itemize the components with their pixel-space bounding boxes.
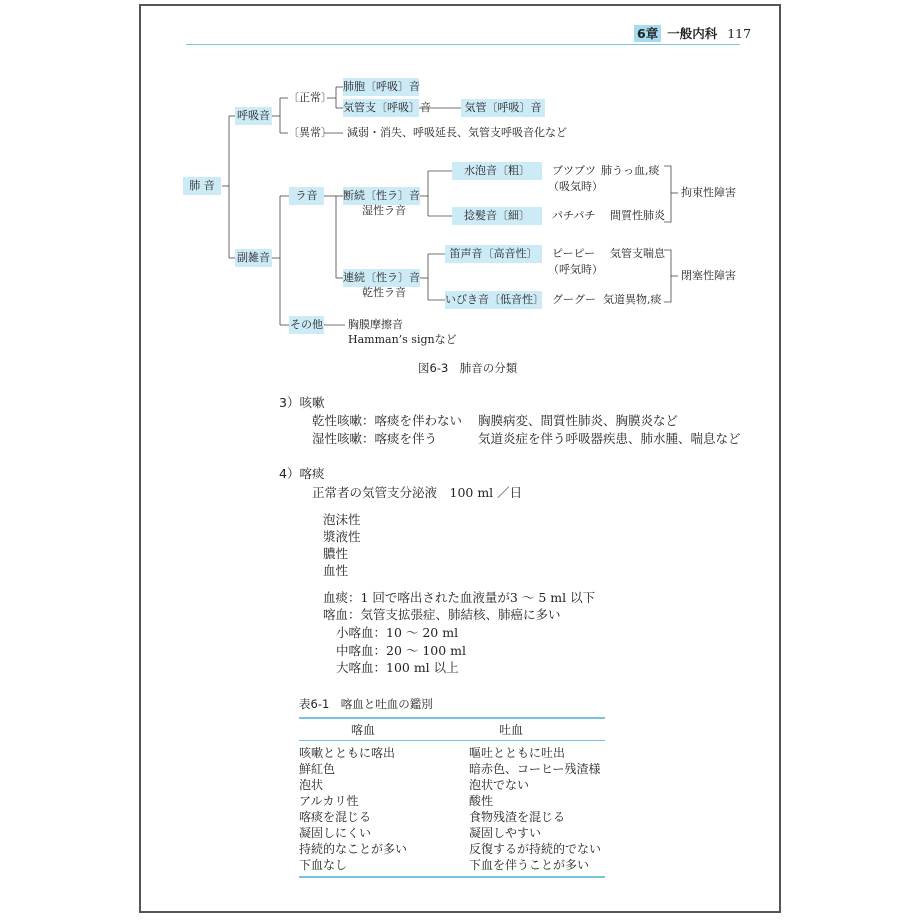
chapter-title: 一般内科 [667, 26, 718, 41]
table-cell: 持続的なことが多い [299, 842, 408, 856]
table-cell: 酸性 [469, 794, 494, 808]
node-coarse-crackles: 水泡音〔粗〕 [452, 162, 542, 180]
cough-wet-desc: 気道炎症を伴う呼吸器疾患、肺水腫、喘息など [478, 431, 741, 446]
table-cell: 咳嗽とともに喀出 [299, 746, 396, 760]
table-cell: 凝固しにくい [299, 826, 372, 840]
section-cough-heading: 3）咳嗽 [279, 395, 325, 410]
coarse-sound: ブツブツ [552, 164, 596, 177]
wheeze-sound: ピーピー [552, 247, 596, 260]
table-row [299, 857, 605, 877]
node-discontinuous: 断続〔性ラ〕音 [343, 187, 420, 205]
label-dry-rales: 乾性ラ音 [362, 286, 406, 299]
wheeze-cause: 気管支喘息 [610, 247, 665, 260]
table-header-hematemesis: 吐血 [469, 718, 605, 741]
table-row [299, 761, 605, 777]
hamman-sign: Hamman’s signなど [348, 333, 457, 346]
table-cell: 喀痰を混じる [299, 810, 372, 824]
node-rhonchi: いびき音〔低音性〕 [445, 291, 542, 309]
hemoptysis-level: 中喀血：20 ～ 100 ml [336, 643, 467, 658]
table-cell: 食物残渣を混じる [469, 810, 566, 824]
hemoptysis: 喀血：気管支拡張症、肺結核、肺癌に多い [323, 607, 561, 622]
table-cell: 泡状 [299, 778, 324, 792]
label-normal: 〔正常〕 [288, 91, 332, 104]
hemoptysis-level: 大喀血：100 ml 以上 [336, 660, 459, 675]
bloody-sputum: 血痰：1 回で喀出された血液量が3 ～ 5 ml 以下 [323, 590, 596, 605]
fine-cause: 間質性肺炎 [610, 209, 665, 222]
chapter-label: 6章 [634, 25, 661, 42]
table-cell: 下血なし [299, 857, 469, 877]
hemoptysis-hematemesis-table [299, 717, 605, 878]
table-cell: 嘔吐とともに吐出 [469, 746, 566, 760]
label-moist-rales: 湿性ラ音 [362, 204, 406, 217]
node-other: その他 [289, 316, 324, 334]
table-cell: 凝固しやすい [469, 826, 542, 840]
page-number: 117 [727, 26, 752, 41]
table-row [299, 825, 605, 841]
rhonchi-cause: 気道異物,痰 [603, 293, 662, 306]
section-sputum-heading: 4）喀痰 [279, 466, 325, 481]
table-cell: 下血を伴うことが多い [469, 857, 605, 877]
node-wheeze: 笛声音〔高音性〕 [445, 245, 542, 263]
rhonchi-sound: グーグー [552, 293, 596, 306]
node-adventitious: 副雑音 [235, 249, 272, 267]
table-cell: 鮮紅色 [299, 762, 336, 776]
fine-sound: パチパチ [552, 209, 596, 222]
sputum-type: 泡沫性 [323, 512, 361, 527]
cough-wet-term: 湿性咳嗽：喀痰を伴う [312, 431, 438, 446]
table-row [299, 777, 605, 793]
node-vesicular: 肺胞〔呼吸〕音 [343, 78, 419, 96]
table-cell: 泡状でない [469, 778, 530, 792]
hemoptysis-level: 小喀血：10 ～ 20 ml [336, 625, 459, 640]
node-fine-crackles: 捻髪音〔細〕 [452, 207, 542, 225]
sputum-type: 膿性 [323, 546, 349, 561]
label-obstructive: 閉塞性障害 [681, 269, 736, 282]
coarse-sound-timing: （吸気時） [548, 180, 603, 193]
pleural-friction: 胸膜摩擦音 [348, 318, 403, 331]
table-cell: 反復するが持続的でない [469, 842, 602, 856]
sputum-type: 血性 [323, 563, 349, 578]
sputum-type: 漿液性 [323, 529, 361, 544]
node-continuous: 連続〔性ラ〕音 [343, 269, 420, 287]
node-rales: ラ音 [289, 187, 324, 205]
node-lung-sounds: 肺 音 [183, 177, 221, 195]
node-bronchovesicular: 気管支〔呼吸〕音 [343, 99, 419, 117]
table-caption: 表6-1 喀血と吐血の鑑別 [299, 697, 433, 711]
label-restrictive: 拘束性障害 [681, 186, 736, 199]
cough-dry-desc: 胸膜病変、間質性肺炎、胸膜炎など [478, 413, 679, 428]
node-tracheal: 気管〔呼吸〕音 [461, 99, 545, 117]
cough-dry-term: 乾性咳嗽：喀痰を伴わない [312, 413, 463, 428]
table-cell: 暗赤色、コーヒー残渣様 [469, 762, 601, 776]
wheeze-sound-timing: （呼気時） [548, 263, 603, 276]
table-cell: アルカリ性 [299, 794, 359, 808]
coarse-cause: 肺うっ血,痰 [601, 164, 660, 177]
table-row [299, 741, 605, 762]
table-row [299, 809, 605, 825]
node-breath-sounds: 呼吸音 [235, 107, 272, 125]
label-abnormal: 〔異常〕 [288, 126, 332, 139]
figure-caption: 図6-3 肺音の分類 [418, 361, 518, 375]
table-header-hemoptysis: 喀血 [299, 718, 469, 741]
sputum-normal-volume: 正常者の気管支分泌液 100 ml ／日 [312, 485, 523, 500]
table-row [299, 793, 605, 809]
table-row [299, 841, 605, 857]
abnormal-description: 減弱・消失、呼吸延長、気管支呼吸音化など [347, 126, 567, 139]
